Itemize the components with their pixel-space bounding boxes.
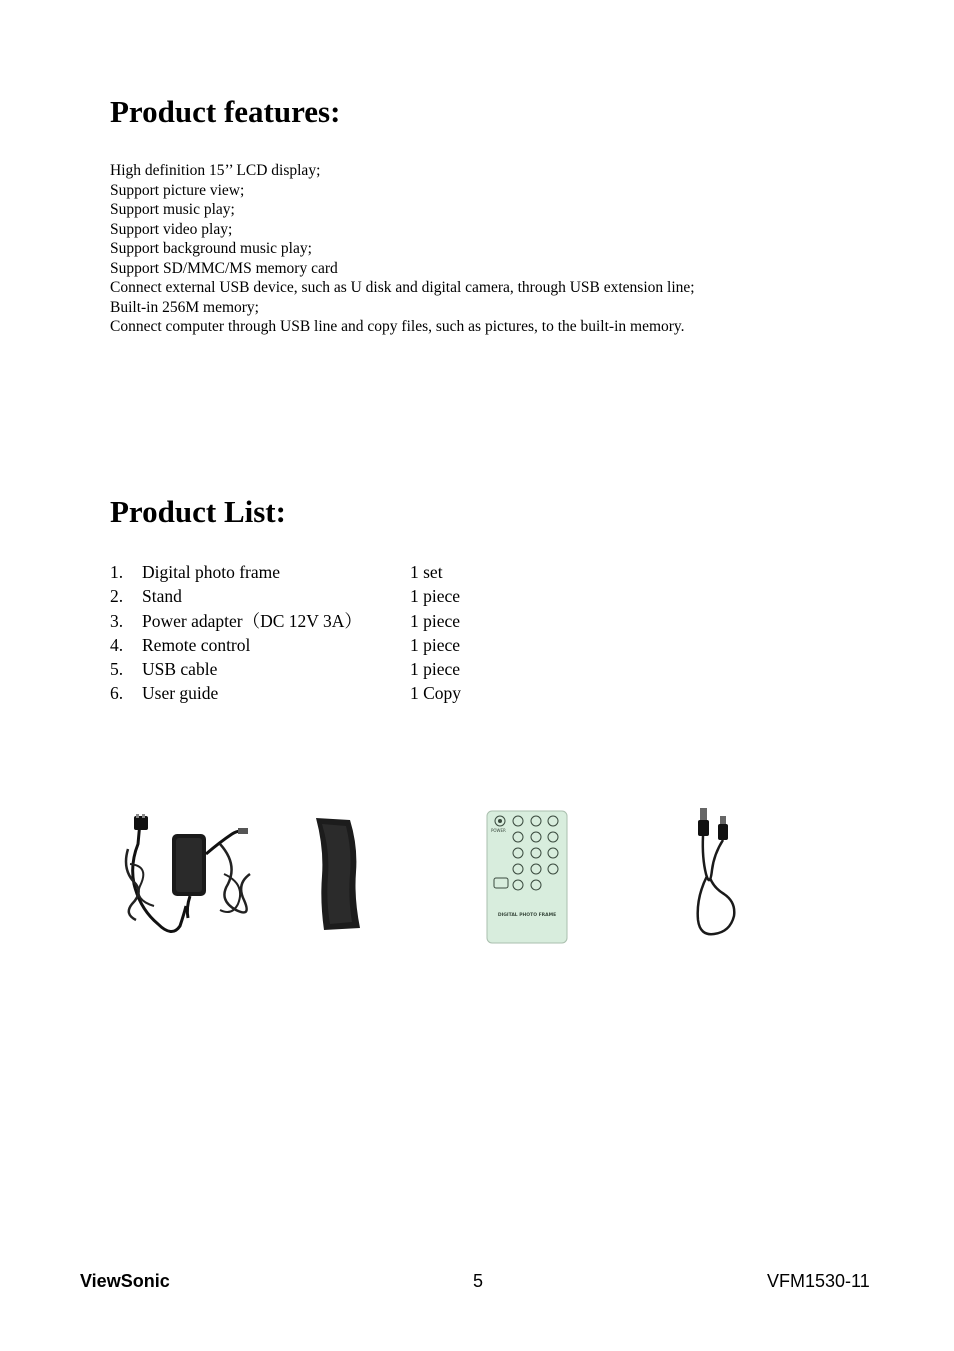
footer-model: VFM1530-11 [767,1271,870,1291]
item-number: 4. [110,634,124,655]
power-adapter-image [120,814,260,948]
item-name: Remote control [142,634,251,655]
item-quantity: 1 set [410,562,443,582]
item-number: 3. [110,610,124,631]
item-quantity: 1 Copy [410,683,462,704]
item-number: 6. [110,683,124,704]
feature-item: Support picture view; [110,181,245,199]
item-quantity: 1 piece [410,634,461,655]
item-name: Digital photo frame [142,562,281,582]
item-number: 2. [110,586,124,607]
feature-item: Support SD/MMC/MS memory card [110,259,338,277]
product-list-title: Product List: [110,494,286,529]
feature-item: Support video play; [110,220,233,238]
item-name: Stand [142,586,182,607]
item-number: 5. [110,659,124,680]
item-quantity: 1 piece [410,610,461,631]
feature-item: Support background music play; [110,240,312,257]
remote-power-label: POWER [491,828,506,833]
remote-label: DIGITAL PHOTO FRAME [497,913,557,918]
feature-item: High definition 15’’ LCD display; [110,162,321,179]
footer-brand: ViewSonic [80,1271,170,1291]
feature-item: Support music play; [110,201,235,218]
item-name: Power adapter（DC 12V 3A） [142,610,362,631]
item-number: 1. [110,562,124,582]
features-list [110,161,695,337]
usb-cable-image [690,808,738,940]
item-name: User guide [142,683,219,704]
page-number: 5 [473,1271,484,1291]
feature-item: Connect external USB device, such as U disk and digital camera, through USB extension line; [110,279,695,296]
item-name: USB cable [142,659,218,680]
remote-control-image [486,810,568,944]
feature-item: Connect computer through USB line and copy files, such as pictures, to the built-in memory. [110,318,685,335]
stand-image [312,816,364,932]
item-quantity: 1 piece [410,586,461,607]
features-title: Product features: [110,94,341,129]
feature-item: Built-in 256M memory; [110,298,259,316]
item-quantity: 1 piece [410,659,461,680]
